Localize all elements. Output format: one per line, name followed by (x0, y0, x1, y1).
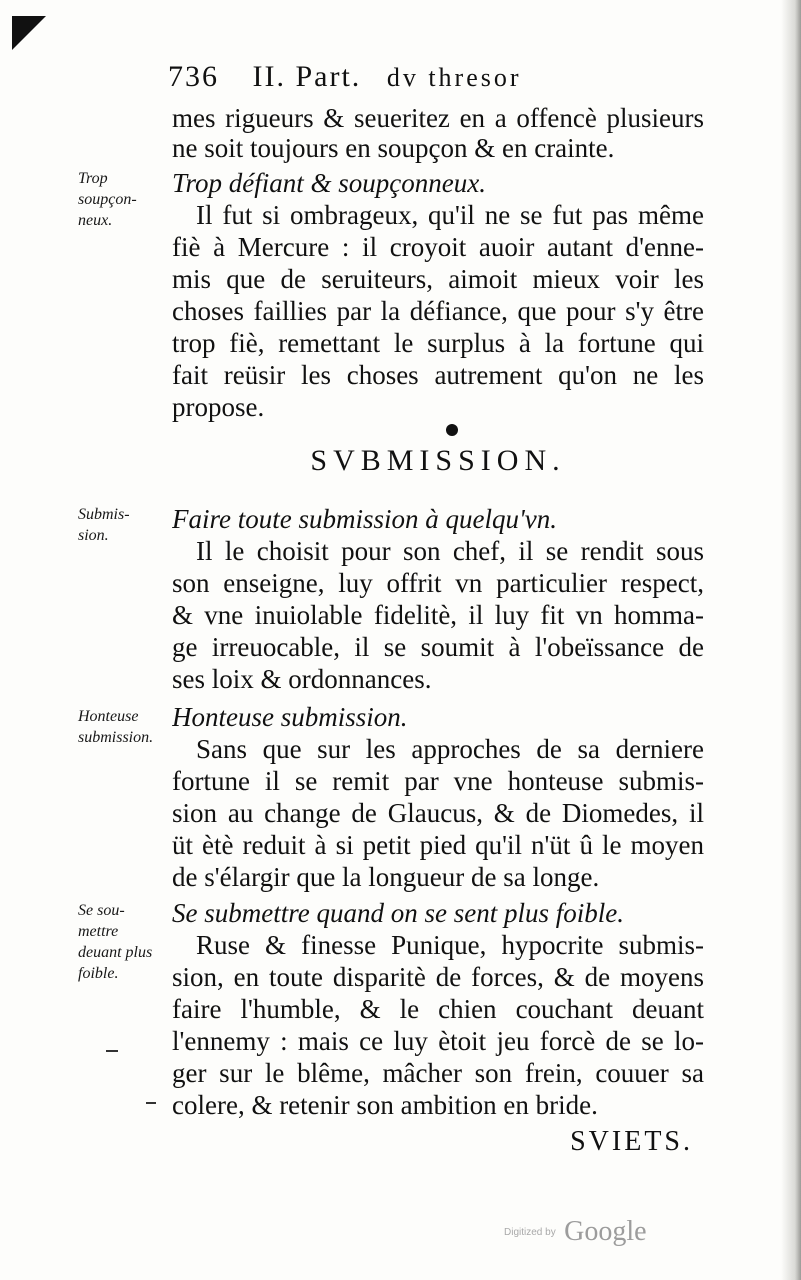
entry-title: Faire toute submission à quelqu'vn. (172, 504, 557, 534)
text-line: mes rigueurs & seueritez en a offencè plusieurs (172, 103, 704, 133)
text-line: trop fiè, remettant le surplus à la fortune qui (172, 328, 704, 358)
margin-tick (146, 1102, 156, 1104)
ink-dot (446, 424, 458, 436)
text-line: l'ennemy : mais ce luy ètoit jeu forcè de se lo- (172, 1026, 704, 1056)
margin-note-submission: Submis- sion. (78, 506, 130, 544)
text-line: sion, en toute disparitè de forces, & de moyens (172, 962, 704, 992)
entry-title: Trop défiant & soupçonneux. (172, 168, 486, 198)
text-line: ne soit toujours en soupçon & en crainte. (172, 133, 615, 163)
text-line: & vne inuiolable fidelitè, il luy fit vn homma- (172, 600, 704, 630)
running-header (168, 60, 708, 94)
text-line: choses faillies par la défiance, que pour s'y être (172, 296, 704, 326)
text-line: mis que de seruiteurs, aimoit mieux voir les (172, 264, 704, 294)
text-line: Il le choisit pour son chef, il se rendit sous (196, 536, 704, 566)
text-line: Ruse & finesse Punique, hypocrite submis- (196, 930, 704, 960)
text-line: ger sur le blême, mâcher son frein, couuer sa (172, 1058, 704, 1088)
part-label: II. Part. (252, 60, 362, 93)
text-line: fait reüsir les choses autrement qu'on ne les (172, 360, 704, 390)
text-line: ge irreuocable, il se soumit à l'obeïssance de (172, 632, 704, 662)
text-line: fiè à Mercure : il croyoit auoir autant d'enne- (172, 232, 704, 262)
text-line: colere, & retenir son ambition en bride. (172, 1090, 598, 1120)
margin-note-trop-soupconneux: Trop soupçon- neux. (78, 170, 137, 229)
digitized-watermark (504, 1216, 647, 1248)
margin-tick (106, 1050, 118, 1052)
text-line: faire l'humble, & le chien couchant deuant (172, 994, 704, 1024)
text-line: üt ètè reduit à si petit pied qu'il n'üt û le moyen (172, 830, 704, 860)
text-line: propose. (172, 392, 265, 422)
text-line: fortune il se remit par vne honteuse submis- (172, 766, 704, 796)
entry-title: Se submettre quand on se sent plus foible. (172, 898, 624, 928)
text-line: de s'élargir que la longueur de sa longe. (172, 862, 600, 892)
text-line: Sans que sur les approches de sa derniere (196, 734, 704, 764)
text-line: sion au change de Glaucus, & de Diomedes, il (172, 798, 704, 828)
catchword: SVIETS. (570, 1126, 693, 1157)
section-heading: SVBMISSION. (310, 444, 566, 477)
page-edge-shadow (781, 0, 801, 1280)
watermark-prefix: Digitized by (504, 1226, 556, 1238)
margin-note-se-soumettre: Se sou- mettre deuant plus foible. (78, 902, 153, 982)
page-number: 736 (168, 60, 219, 93)
text-line: Il fut si ombrageux, qu'il ne se fut pas même (196, 200, 704, 230)
google-logo: Google (564, 1216, 647, 1247)
header-title: dv thresor (386, 63, 522, 92)
entry-title: Honteuse submission. (172, 702, 408, 732)
margin-note-honteuse-submission: Honteuse submission. (78, 708, 154, 746)
corner-mark (12, 16, 46, 50)
text-line: ses loix & ordonnances. (172, 664, 432, 694)
text-line: son enseigne, luy offrit vn particulier respect, (172, 568, 704, 598)
